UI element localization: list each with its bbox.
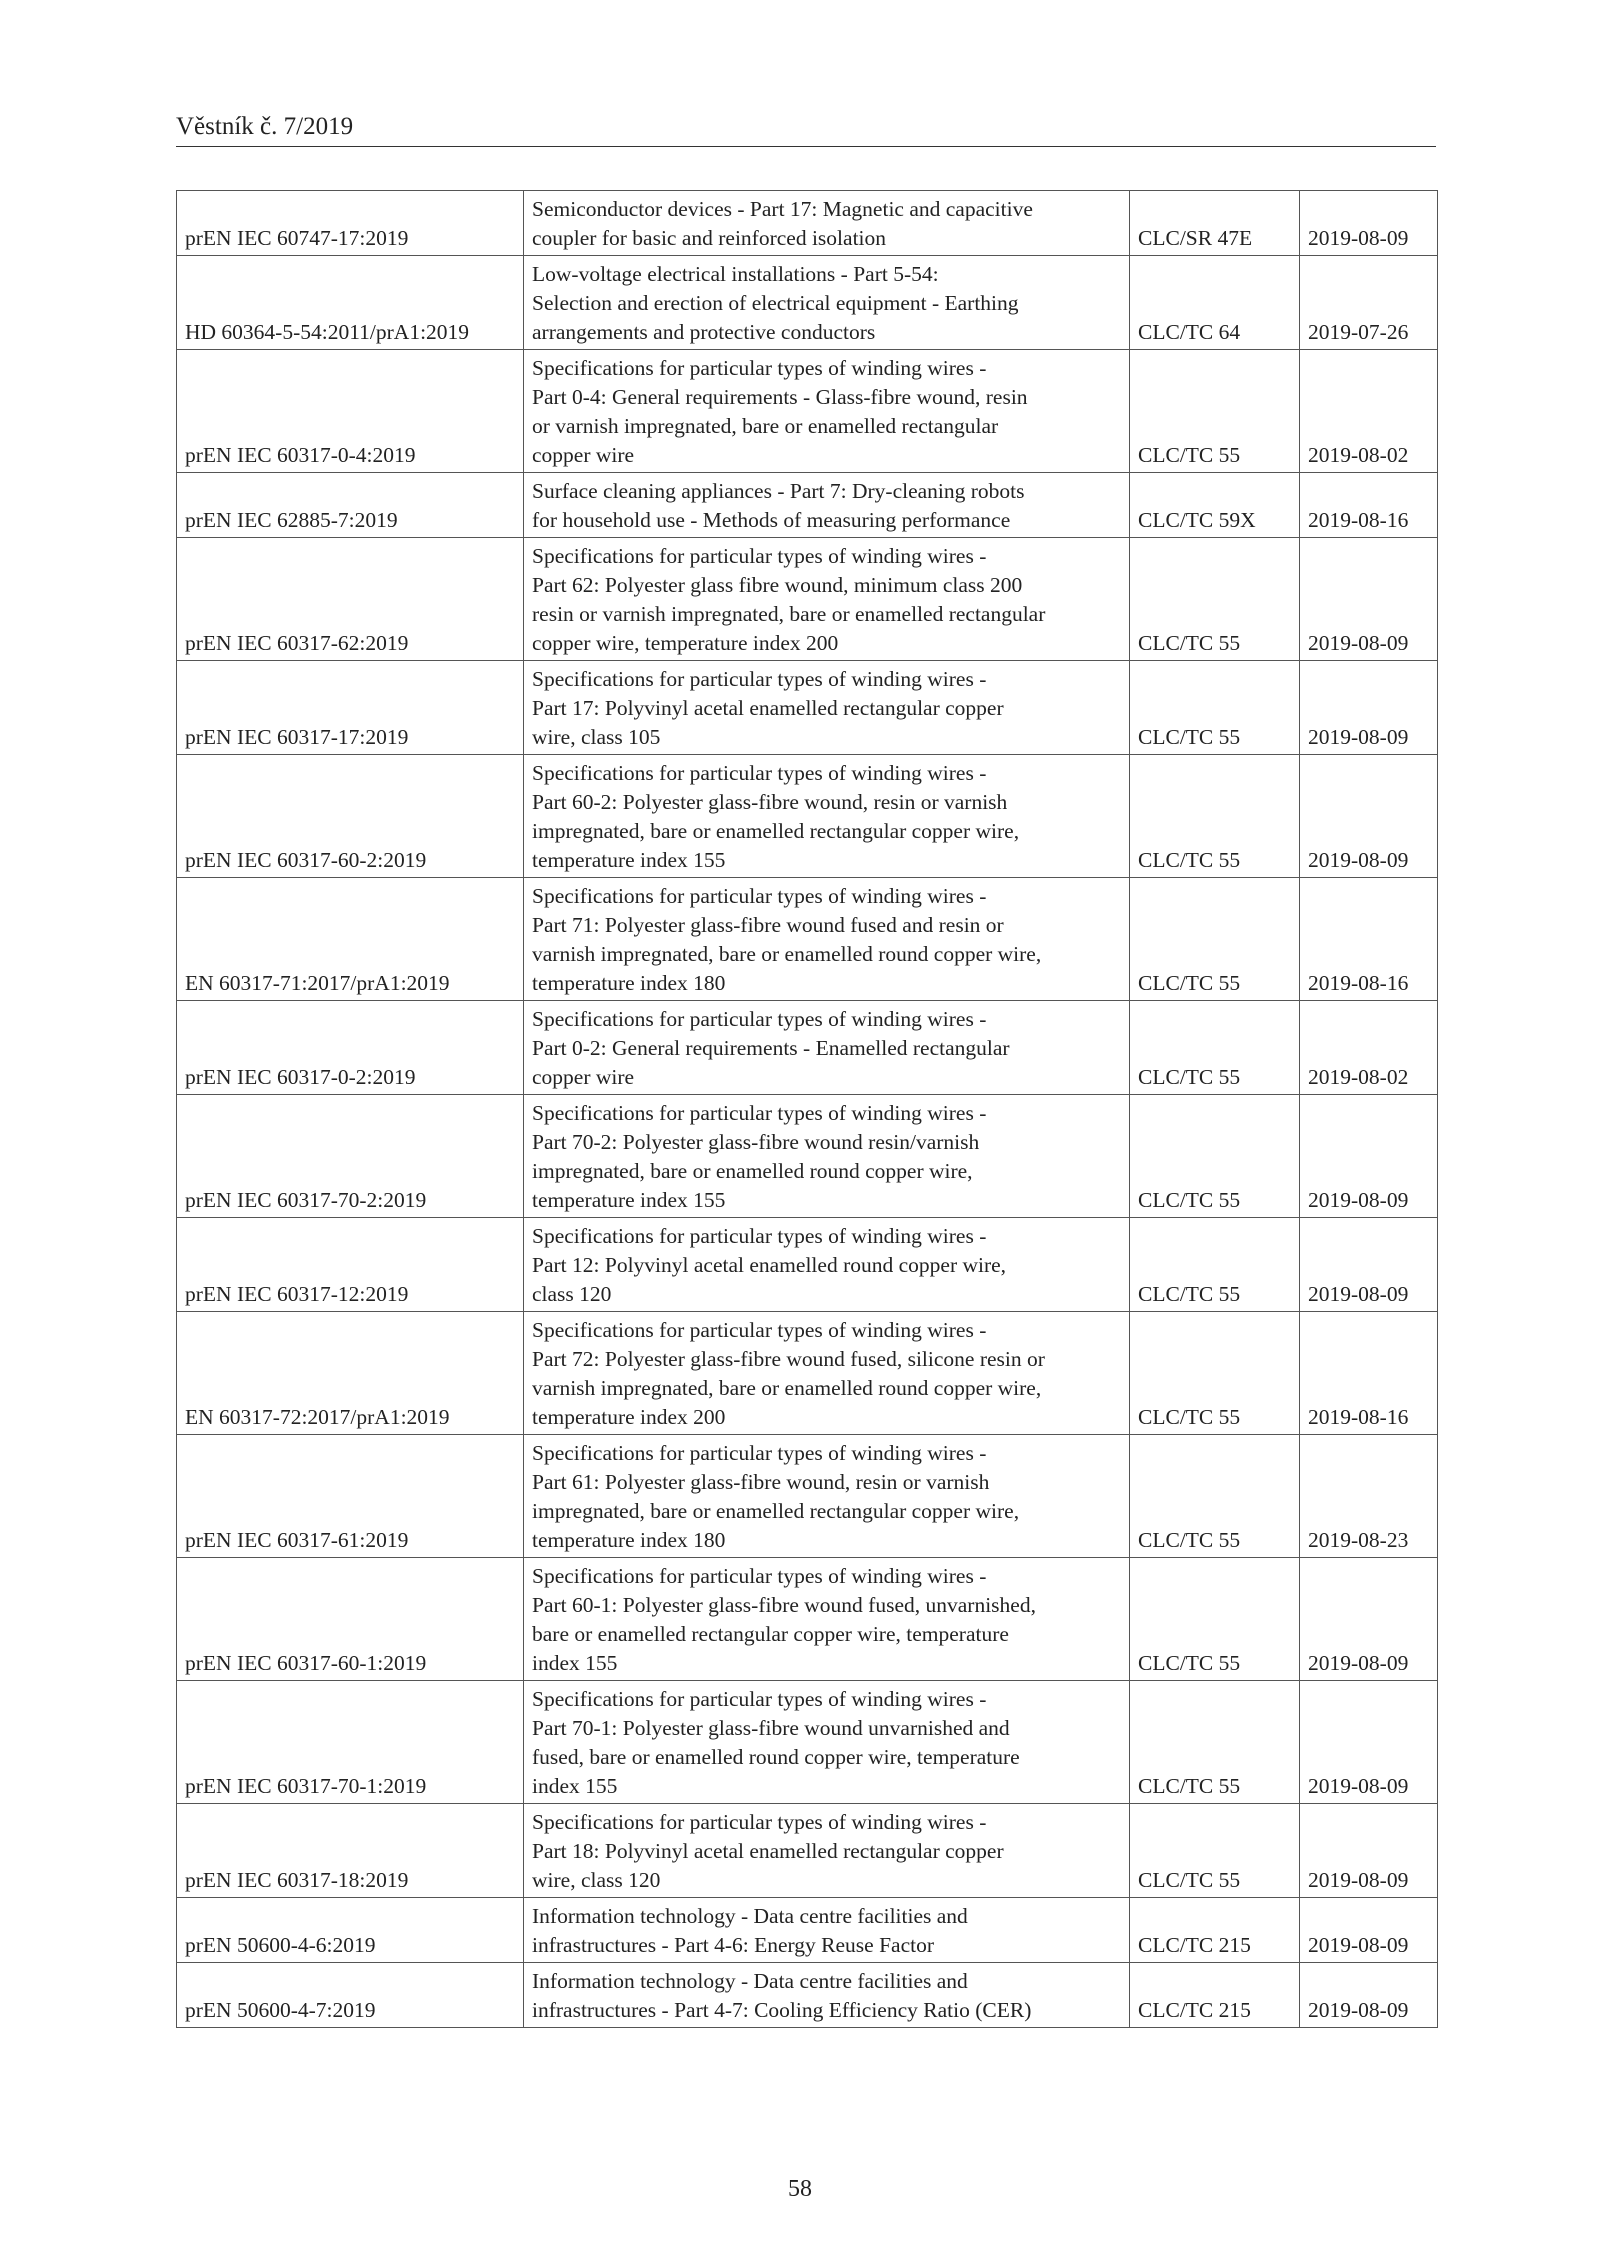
committee-cell: CLC/TC 64 xyxy=(1130,256,1300,350)
committee-cell: CLC/TC 55 xyxy=(1130,1001,1300,1095)
standard-code-cell: prEN 50600-4-7:2019 xyxy=(177,1963,524,2028)
standard-title-cell: Specifications for particular types of winding wires - Part 72: Polyester glass-fibre wound fused, silicone resin or varnish impregnated, bare or enamelled round copper wire, temperature index 200 xyxy=(524,1312,1130,1435)
standard-code-cell: HD 60364-5-54:2011/prA1:2019 xyxy=(177,256,524,350)
committee-cell: CLC/TC 55 xyxy=(1130,661,1300,755)
standard-title-cell: Surface cleaning appliances - Part 7: Dry-cleaning robots for household use - Methods of measuring performance xyxy=(524,473,1130,538)
committee-cell: CLC/TC 55 xyxy=(1130,538,1300,661)
standard-code-cell: prEN IEC 60317-62:2019 xyxy=(177,538,524,661)
table-row xyxy=(177,1218,1438,1312)
standard-title-cell: Specifications for particular types of winding wires - Part 71: Polyester glass-fibre wound fused and resin or varnish impregnated, bare or enamelled round copper wire, temperature index 180 xyxy=(524,878,1130,1001)
standard-code-cell: prEN IEC 60317-17:2019 xyxy=(177,661,524,755)
committee-cell: CLC/TC 55 xyxy=(1130,1312,1300,1435)
standard-code-cell: prEN IEC 60317-0-4:2019 xyxy=(177,350,524,473)
table-row xyxy=(177,538,1438,661)
committee-cell: CLC/TC 55 xyxy=(1130,1804,1300,1898)
standard-code-cell: prEN IEC 60317-18:2019 xyxy=(177,1804,524,1898)
deadline-date-cell: 2019-08-16 xyxy=(1300,878,1438,1001)
committee-cell: CLC/TC 55 xyxy=(1130,878,1300,1001)
deadline-date-cell: 2019-08-02 xyxy=(1300,1001,1438,1095)
committee-cell: CLC/TC 215 xyxy=(1130,1963,1300,2028)
committee-cell: CLC/TC 59X xyxy=(1130,473,1300,538)
table-row xyxy=(177,1001,1438,1095)
standard-title-cell: Information technology - Data centre facilities and infrastructures - Part 4-7: Cooling Efficiency Ratio (CER) xyxy=(524,1963,1130,2028)
standard-title-cell: Specifications for particular types of winding wires - Part 17: Polyvinyl acetal enamelled rectangular copper wire, class 105 xyxy=(524,661,1130,755)
standard-code-cell: prEN IEC 60317-60-1:2019 xyxy=(177,1558,524,1681)
standard-code-cell: EN 60317-72:2017/prA1:2019 xyxy=(177,1312,524,1435)
standard-title-cell: Specifications for particular types of winding wires - Part 60-1: Polyester glass-fibre wound fused, unvarnished, bare or enamelled rectangular copper wire, temperature index 155 xyxy=(524,1558,1130,1681)
standard-title-cell: Specifications for particular types of winding wires - Part 18: Polyvinyl acetal enamelled rectangular copper wire, class 120 xyxy=(524,1804,1130,1898)
table-row xyxy=(177,256,1438,350)
table-row xyxy=(177,1681,1438,1804)
table-row xyxy=(177,755,1438,878)
deadline-date-cell: 2019-08-09 xyxy=(1300,1218,1438,1312)
table-row xyxy=(177,1312,1438,1435)
standard-code-cell: prEN IEC 60747-17:2019 xyxy=(177,191,524,256)
table-row xyxy=(177,878,1438,1001)
standard-code-cell: prEN IEC 60317-70-1:2019 xyxy=(177,1681,524,1804)
table-row xyxy=(177,1963,1438,2028)
deadline-date-cell: 2019-08-16 xyxy=(1300,1312,1438,1435)
deadline-date-cell: 2019-08-09 xyxy=(1300,1681,1438,1804)
deadline-date-cell: 2019-08-09 xyxy=(1300,1095,1438,1218)
standard-title-cell: Semiconductor devices - Part 17: Magnetic and capacitive coupler for basic and reinforced isolation xyxy=(524,191,1130,256)
standard-code-cell: EN 60317-71:2017/prA1:2019 xyxy=(177,878,524,1001)
committee-cell: CLC/TC 55 xyxy=(1130,350,1300,473)
deadline-date-cell: 2019-08-09 xyxy=(1300,661,1438,755)
standard-title-cell: Specifications for particular types of winding wires - Part 70-1: Polyester glass-fibre wound unvarnished and fused, bare or enamelled round copper wire, temperature index 155 xyxy=(524,1681,1130,1804)
deadline-date-cell: 2019-08-09 xyxy=(1300,1558,1438,1681)
committee-cell: CLC/TC 55 xyxy=(1130,1681,1300,1804)
committee-cell: CLC/TC 55 xyxy=(1130,1558,1300,1681)
standard-title-cell: Information technology - Data centre facilities and infrastructures - Part 4-6: Energy Reuse Factor xyxy=(524,1898,1130,1963)
table-row xyxy=(177,1095,1438,1218)
table-row xyxy=(177,473,1438,538)
committee-cell: CLC/TC 55 xyxy=(1130,755,1300,878)
deadline-date-cell: 2019-08-09 xyxy=(1300,191,1438,256)
deadline-date-cell: 2019-08-09 xyxy=(1300,1898,1438,1963)
deadline-date-cell: 2019-08-09 xyxy=(1300,755,1438,878)
deadline-date-cell: 2019-08-02 xyxy=(1300,350,1438,473)
standard-code-cell: prEN IEC 60317-60-2:2019 xyxy=(177,755,524,878)
table-row xyxy=(177,1435,1438,1558)
table-row xyxy=(177,191,1438,256)
standard-code-cell: prEN IEC 60317-0-2:2019 xyxy=(177,1001,524,1095)
committee-cell: CLC/TC 55 xyxy=(1130,1218,1300,1312)
table-row xyxy=(177,661,1438,755)
standard-title-cell: Specifications for particular types of winding wires - Part 12: Polyvinyl acetal enamelled round copper wire, class 120 xyxy=(524,1218,1130,1312)
deadline-date-cell: 2019-08-23 xyxy=(1300,1435,1438,1558)
standard-code-cell: prEN 50600-4-6:2019 xyxy=(177,1898,524,1963)
table-row xyxy=(177,1804,1438,1898)
committee-cell: CLC/TC 55 xyxy=(1130,1095,1300,1218)
deadline-date-cell: 2019-08-09 xyxy=(1300,1963,1438,2028)
committee-cell: CLC/TC 55 xyxy=(1130,1435,1300,1558)
standard-title-cell: Specifications for particular types of winding wires - Part 61: Polyester glass-fibre wound, resin or varnish impregnated, bare or enamelled rectangular copper wire, temperature index 180 xyxy=(524,1435,1130,1558)
standard-title-cell: Low-voltage electrical installations - Part 5-54: Selection and erection of electrical equipment - Earthing arrangements and protective conductors xyxy=(524,256,1130,350)
standards-table-body xyxy=(177,191,1438,2028)
page-header xyxy=(176,112,1436,147)
bulletin-title: Věstník č. 7/2019 xyxy=(176,113,354,140)
committee-cell: CLC/TC 215 xyxy=(1130,1898,1300,1963)
standard-title-cell: Specifications for particular types of winding wires - Part 62: Polyester glass fibre wound, minimum class 200 resin or varnish impregnated, bare or enamelled rectangular copper wire, temperature index 200 xyxy=(524,538,1130,661)
standard-title-cell: Specifications for particular types of winding wires - Part 60-2: Polyester glass-fibre wound, resin or varnish impregnated, bare or enamelled rectangular copper wire, temperature index 155 xyxy=(524,755,1130,878)
standard-title-cell: Specifications for particular types of winding wires - Part 70-2: Polyester glass-fibre wound resin/varnish impregnated, bare or enamelled round copper wire, temperature index 155 xyxy=(524,1095,1130,1218)
standard-code-cell: prEN IEC 60317-12:2019 xyxy=(177,1218,524,1312)
standard-title-cell: Specifications for particular types of winding wires - Part 0-4: General requirements - Glass-fibre wound, resin or varnish impregnated, bare or enamelled rectangular copper wire xyxy=(524,350,1130,473)
page-number: 58 xyxy=(788,2176,812,2202)
deadline-date-cell: 2019-07-26 xyxy=(1300,256,1438,350)
committee-cell: CLC/SR 47E xyxy=(1130,191,1300,256)
deadline-date-cell: 2019-08-09 xyxy=(1300,538,1438,661)
table-row xyxy=(177,1898,1438,1963)
standards-table xyxy=(176,190,1438,2028)
standard-title-cell: Specifications for particular types of winding wires - Part 0-2: General requirements - Enamelled rectangular copper wire xyxy=(524,1001,1130,1095)
standard-code-cell: prEN IEC 62885-7:2019 xyxy=(177,473,524,538)
standard-code-cell: prEN IEC 60317-61:2019 xyxy=(177,1435,524,1558)
table-row xyxy=(177,350,1438,473)
deadline-date-cell: 2019-08-09 xyxy=(1300,1804,1438,1898)
deadline-date-cell: 2019-08-16 xyxy=(1300,473,1438,538)
table-row xyxy=(177,1558,1438,1681)
standard-code-cell: prEN IEC 60317-70-2:2019 xyxy=(177,1095,524,1218)
